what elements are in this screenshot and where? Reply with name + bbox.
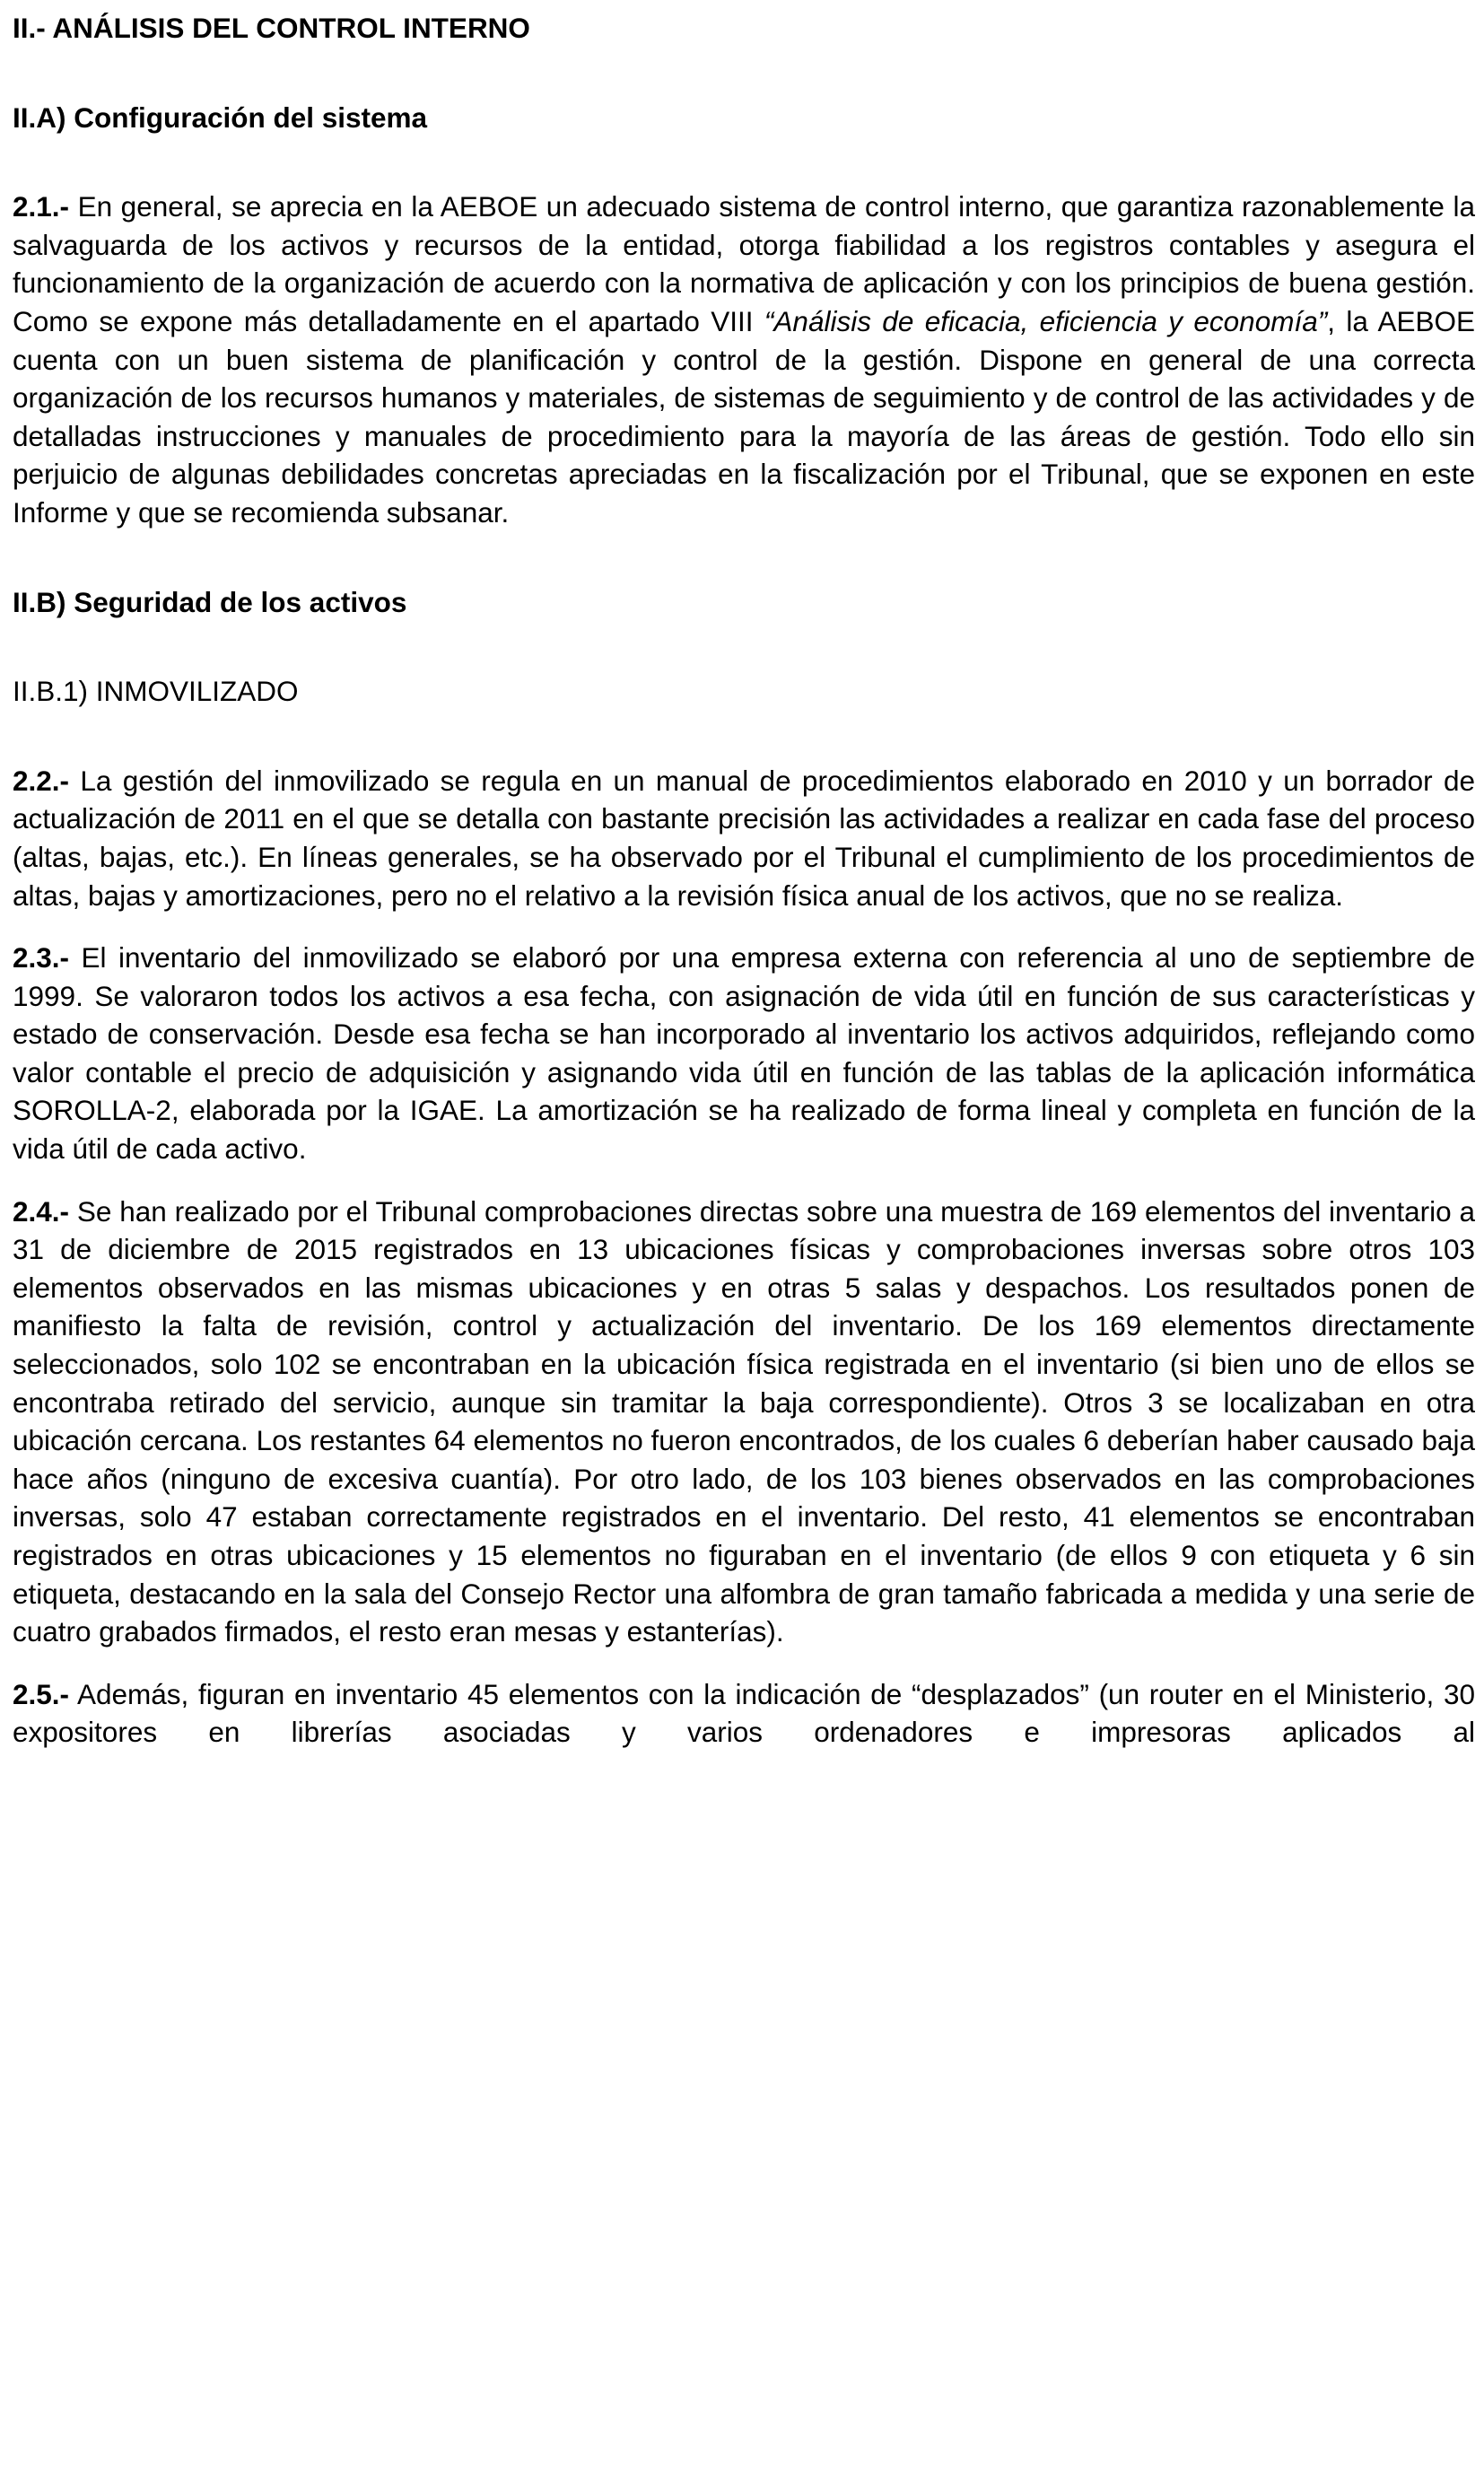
paragraph-text: , la AEBOE cuenta con un buen sistema de planificación y control de la gestión. Dispone en general de una correcta organización de los recursos humanos y materiales, de sistemas de seguimiento y de control de las actividades y de detalladas instrucciones y manuales de procedimiento para la mayoría de las áreas de gestión. Todo ello sin perjuicio de algunas debilidades concretas apreciadas en la fiscalización por el Tribunal, que se exponen en este Informe y que se recomienda subsanar.: [13, 304, 1475, 529]
paragraph-2-1: [13, 188, 1475, 531]
paragraph-text: Además, figuran en inventario 45 elementos con la indicación de “desplazados” (un router en el Ministerio, 30 expositores en librerías asociadas y varios ordenadores e impresoras aplicados al: [13, 1677, 1475, 1749]
paragraph-number: 2.2.-: [13, 764, 70, 797]
subsection-b-heading: II.B) Seguridad de los activos: [13, 585, 407, 618]
paragraph-text: Se han realizado por el Tribunal comprobaciones directas sobre una muestra de 169 elementos del inventario a 31 de diciembre de 2015 registrados en 13 ubicaciones físicas y comprobaciones inversas sobre otros 103 elementos observados en las mismas ubicaciones y en otras 5 salas y despachos. Los resultados ponen de manifiesto la falta de revisión, control y actualización del inventario. De los 169 elementos directamente seleccionados, solo 102 se encontraban en la ubicación física registrada en el inventario (si bien uno de ellos se encontraba retirado del servicio, aunque sin tramitar la baja correspondiente). Otros 3 se localizaban en otra ubicación cercana. Los restantes 64 elementos no fueron encontrados, de los cuales 6 deberían haber causado baja hace años (ninguno de excesiva cuantía). Por otro lado, de los 103 bienes observados en las comprobaciones inversas, solo 47 estaban correctamente registrados en el inventario. Del resto, 41 elementos se encontraban registrados en otras ubicaciones y 15 elementos no figuraban en el inventario (de ellos 9 con etiqueta y 6 sin etiqueta, destacando en la sala del Consejo Rector una alfombra de gran tamaño fabricada a medida y una serie de cuatro grabados firmados, el resto eran mesas y estanterías).: [13, 1194, 1475, 1648]
paragraph-number: 2.5.-: [13, 1677, 70, 1710]
subsection-b1-heading: II.B.1) INMOVILIZADO: [13, 675, 299, 708]
paragraph-number: 2.3.-: [13, 941, 70, 975]
paragraph-2-2: [13, 762, 1475, 914]
paragraph-text: La gestión del inmovilizado se regula en un manual de procedimientos elaborado en 2010 y un borrador de actualización de 2011 en el que se detalla con bastante precisión las actividades a realizar en cada fase del proceso (altas, bajas, etc.). En líneas generales, se ha observado por el Tribunal el cumplimiento de los procedimientos de altas, bajas y amortizaciones, pero no el relativo a la revisión física anual de los activos, que no se realiza.: [13, 764, 1475, 912]
paragraph-number: 2.4.-: [13, 1194, 70, 1228]
paragraph-italic-reference: “Análisis de eficacia, eficiencia y economía”: [764, 304, 1328, 337]
paragraph-2-5: [13, 1675, 1475, 1752]
document-page: [13, 0, 1475, 1752]
subsection-a-heading: II.A) Configuración del sistema: [13, 101, 428, 134]
paragraph-number: 2.1.-: [13, 190, 70, 223]
paragraph-2-4: [13, 1193, 1475, 1651]
paragraph-2-3: [13, 939, 1475, 1168]
paragraph-text: El inventario del inmovilizado se elaboró por una empresa externa con referencia al uno de septiembre de 1999. Se valoraron todos los activos a esa fecha, con asignación de vida útil en función de sus características y estado de conservación. Desde esa fecha se han incorporado al inventario los activos adquiridos, reflejando como valor contable el precio de adquisición y asignando vida útil en función de las tablas de la aplicación informática SOROLLA-2, elaborada por la IGAE. La amortización se ha realizado de forma lineal y completa en función de la vida útil de cada activo.: [13, 941, 1475, 1166]
section-title: II.- ANÁLISIS DEL CONTROL INTERNO: [13, 12, 530, 44]
paragraph-text: En general, se aprecia en la AEBOE un adecuado sistema de control interno, que garantiza razonablemente la salvaguarda de los activos y recursos de la entidad, otorga fiabilidad a los registros contables y asegura el funcionamiento de la organización de acuerdo con la normativa de aplicación y con los principios de buena gestión. Como se expone más detalladamente en el apartado VIII: [13, 190, 1475, 337]
